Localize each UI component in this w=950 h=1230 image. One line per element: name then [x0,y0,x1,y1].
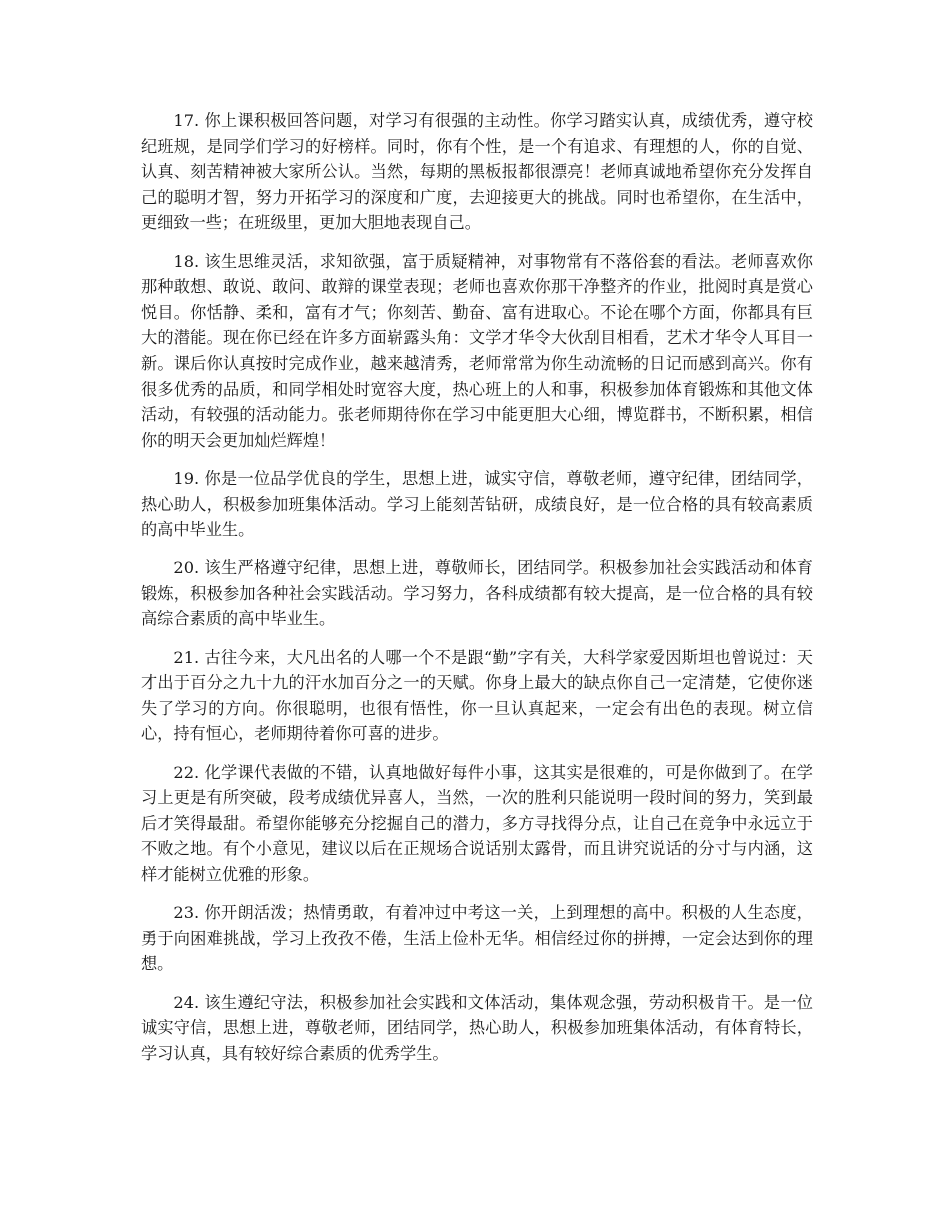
comment-paragraph-24: 24. 该生遵纪守法，积极参加社会实践和文体活动，集体观念强，劳动积极肯干。是一位诚实守信，思想上进，尊敬老师，团结同学，热心助人，积极参加班集体活动，有体育特长，学习认真，具有较好综合素质的优秀学生。 [141,992,813,1063]
comment-paragraph-18: 18. 该生思维灵活，求知欲强，富于质疑精神，对事物常有不落俗套的看法。老师喜欢你那种敢想、敢说、敢问、敢辩的课堂表现；老师也喜欢你那干净整齐的作业，批阅时真是赏心悦目。你恬静、柔和，富有才气；你刻苦、勤奋、富有进取心。不论在哪个方面，你都具有巨大的潜能。现在你已经在许多方面崭露头角：文学才华令大伙刮目相看，艺术才华令人耳目一新。课后你认真按时完成作业，越来越清秀，老师常常为你生动流畅的日记而感到高兴。你有很多优秀的品质，和同学相处时宽容大度，热心班上的人和事，积极参加体育锻炼和其他文体活动，有较强的活动能力。张老师期待你在学习中能更胆大心细，博览群书，不断积累，相信你的明天会更加灿烂辉煌！ [141,251,813,450]
comment-paragraph-19: 19. 你是一位品学优良的学生，思想上进，诚实守信，尊敬老师，遵守纪律，团结同学，热心助人，积极参加班集体活动。学习上能刻苦钻研，成绩良好，是一位合格的具有较高素质的高中毕业生。 [141,468,813,540]
comment-paragraph-21: 21. 古往今来，大凡出名的人哪一个不是跟“勤”字有关，大科学家爱因斯坦也曾说过：天才出于百分之九十九的汗水加百分之一的天赋。你身上最大的缺点你自己一定清楚，它使你迷失了学习的方向。你很聪明，也很有悟性，你一旦认真起来，一定会有出色的表现。树立信心，持有恒心，老师期待着你可喜的进步。 [141,647,813,744]
comment-paragraph-17: 17. 你上课积极回答问题，对学习有很强的主动性。你学习踏实认真，成绩优秀，遵守校纪班规，是同学们学习的好榜样。同时，你有个性，是一个有追求、有理想的人，你的自觉、认真、刻苦精神被大家所公认。当然，每期的黑板报都很漂亮！老师真诚地希望你充分发挥自己的聪明才智，努力开拓学习的深度和广度，去迎接更大的挑战。同时也希望你，在生活中，更细致一些；在班级里，更加大胆地表现自己。 [141,111,813,233]
document-page [141,108,813,1079]
comment-paragraph-22: 22. 化学课代表做的不错，认真地做好每件小事，这其实是很难的，可是你做到了。在学习上更是有所突破，段考成绩优异喜人，当然，一次的胜利只能说明一段时间的努力，笑到最后才笑得最甜。希望你能够充分挖掘自己的潜力，多方寻找得分点，让自己在竞争中永远立于不败之地。有个小意见，建议以后在正规场合说话别太露骨，而且讲究说话的分寸与内涵，这样才能树立优雅的形象。 [141,762,813,884]
comment-paragraph-20: 20. 该生严格遵守纪律，思想上进，尊敬师长，团结同学。积极参加社会实践活动和体育锻炼，积极参加各种社会实践活动。学习努力，各科成绩都有较大提高，是一位合格的具有较高综合素质的高中毕业生。 [141,558,813,629]
comment-paragraph-23: 23. 你开朗活泼；热情勇敢，有着冲过中考这一关，上到理想的高中。积极的人生态度，勇于向困难挑战，学习上孜孜不倦，生活上俭朴无华。相信经过你的拼搏，一定会达到你的理想。 [141,903,813,974]
